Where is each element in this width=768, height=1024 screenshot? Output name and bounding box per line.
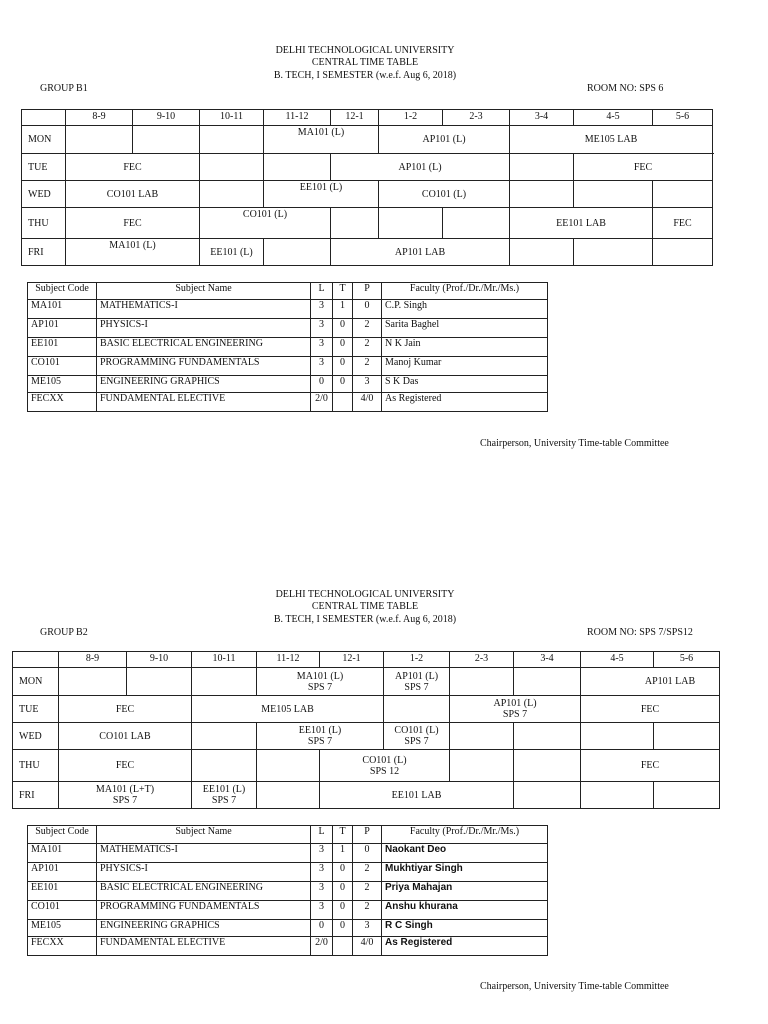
slot-header-row [22, 110, 713, 126]
slot-header: 1-2 [384, 652, 450, 668]
empty-cell [264, 154, 331, 181]
empty-cell [379, 208, 443, 239]
day-row-thu [22, 208, 713, 239]
class-cell: FEC [59, 750, 192, 782]
room-text: SPS 7 [404, 681, 429, 693]
subject-header-row [28, 283, 548, 300]
class-cell [384, 723, 450, 750]
subject-code: ME105 [28, 376, 97, 393]
subject-code: FECXX [28, 937, 97, 956]
empty-cell [450, 723, 514, 750]
semester-line: B. TECH, I SEMESTER (w.e.f. Aug 6, 2018) [273, 614, 457, 625]
faculty-name: R C Singh [382, 920, 548, 937]
subject-row [28, 920, 548, 937]
subject-name: ENGINEERING GRAPHICS [97, 920, 311, 937]
empty-cell [127, 668, 192, 696]
tutorial-hours [333, 937, 353, 956]
slot-header: 4-5 [574, 110, 653, 126]
empty-cell [653, 239, 713, 266]
class-cell: EE101 LAB [320, 782, 514, 809]
faculty-name: N K Jain [382, 338, 548, 357]
practical-hours: 0 [353, 844, 382, 863]
subject-row [28, 882, 548, 901]
tutorial-hours: 0 [333, 863, 353, 882]
class-cell [257, 668, 384, 696]
room-text: SPS 7 [307, 736, 333, 747]
slot-header: 2-3 [443, 110, 510, 126]
lecture-hours: 3 [311, 901, 333, 920]
subject-row [28, 357, 548, 376]
class-cell: ME105 LAB [192, 696, 384, 723]
practical-hours: 2 [353, 901, 382, 920]
table-title: CENTRAL TIME TABLE [311, 57, 419, 68]
subject-row [28, 393, 548, 412]
subject-table [27, 282, 548, 412]
empty-cell [264, 239, 331, 266]
faculty-name: Naokant Deo [382, 844, 548, 863]
tutorial-hours [333, 393, 353, 412]
subject-row [28, 844, 548, 863]
semester-line: B. TECH, I SEMESTER (w.e.f. Aug 6, 2018) [273, 70, 457, 81]
class-cell: CO101 LAB [59, 723, 192, 750]
empty-cell [192, 668, 257, 696]
slot-header: 1-2 [379, 110, 443, 126]
slot-header: 9-10 [133, 110, 200, 126]
practical-hours: 4/0 [353, 393, 382, 412]
faculty-name: Manoj Kumar [382, 357, 548, 376]
group-label: GROUP B1 [40, 83, 88, 94]
day-row-mon [22, 126, 713, 154]
tutorial-hours: 0 [333, 338, 353, 357]
subject-code: MA101 [28, 844, 97, 863]
practical-hours: 2 [353, 863, 382, 882]
room-text: SPS 7 [404, 736, 429, 747]
slot-header-row [13, 652, 720, 668]
empty-cell [654, 723, 720, 750]
empty-cell [653, 181, 713, 208]
faculty-name: As Registered [382, 393, 548, 412]
empty-cell [192, 750, 257, 782]
tutorial-hours: 0 [333, 357, 353, 376]
class-cell: EE101 (L) [264, 181, 379, 208]
slot-header: 5-6 [654, 652, 720, 668]
slot-header: 11-12 [264, 110, 331, 126]
empty-cell [581, 723, 654, 750]
header-cell: Faculty (Prof./Dr./Mr./Ms.) [382, 826, 548, 844]
day-row-thu [13, 750, 720, 782]
faculty-name: Priya Mahajan [382, 882, 548, 901]
empty-cell [450, 668, 514, 696]
tutorial-hours: 0 [333, 920, 353, 937]
practical-hours: 2 [353, 357, 382, 376]
empty-cell [510, 181, 574, 208]
lecture-hours: 3 [311, 319, 333, 338]
empty-cell [443, 208, 510, 239]
class-cell: AP101 LAB [581, 668, 720, 696]
class-cell [384, 668, 450, 696]
slot-header: 3-4 [514, 652, 581, 668]
empty-cell [257, 750, 320, 782]
empty-cell [384, 696, 450, 723]
subject-row [28, 376, 548, 393]
class-cell: FEC [59, 696, 192, 723]
faculty-name: As Registered [382, 937, 548, 956]
room-text: SPS 7 [112, 795, 138, 806]
practical-hours: 4/0 [353, 937, 382, 956]
header-cell: Subject Name [97, 283, 311, 300]
subject-code: AP101 [28, 863, 97, 882]
empty-cell [200, 181, 264, 208]
tutorial-hours: 0 [333, 882, 353, 901]
room-text: SPS 7 [502, 709, 528, 720]
empty-cell [450, 750, 514, 782]
subject-row [28, 901, 548, 920]
subject-text: AP101 (L) [493, 698, 537, 709]
day-label: MON [22, 126, 66, 154]
day-label: FRI [13, 782, 59, 809]
header-cell: L [311, 826, 333, 844]
slot-header: 9-10 [127, 652, 192, 668]
subject-name: PHYSICS-I [97, 319, 311, 338]
empty-cell [331, 208, 379, 239]
class-cell: MA101 (L) [66, 239, 200, 266]
empty-cell [514, 750, 581, 782]
lecture-hours: 3 [311, 863, 333, 882]
day-row-wed [13, 723, 720, 750]
class-cell [320, 750, 450, 782]
lecture-hours: 3 [311, 844, 333, 863]
table-title: CENTRAL TIME TABLE [311, 601, 419, 612]
subject-text: CO101 (L) [394, 725, 439, 736]
class-cell [59, 782, 192, 809]
header-cell: L [311, 283, 333, 300]
header-cell: P [353, 283, 382, 300]
subject-text: AP101 (L) [394, 670, 439, 682]
subject-name: PROGRAMMING FUNDAMENTALS [97, 901, 311, 920]
subject-name: BASIC ELECTRICAL ENGINEERING [97, 338, 311, 357]
faculty-name: Sarita Baghel [382, 319, 548, 338]
day-row-fri [13, 782, 720, 809]
slot-header: 11-12 [257, 652, 320, 668]
class-cell: AP101 (L) [331, 154, 510, 181]
subject-code: MA101 [28, 300, 97, 319]
class-cell: MA101 (L) [264, 126, 379, 154]
corner-cell [22, 110, 66, 126]
class-cell [257, 723, 384, 750]
header-cell: T [333, 283, 353, 300]
lecture-hours: 3 [311, 338, 333, 357]
empty-cell [514, 782, 581, 809]
timetable-grid [21, 109, 713, 266]
class-cell: ME105 LAB [510, 126, 713, 154]
class-cell: CO101 (L) [200, 208, 331, 239]
class-cell: FEC [581, 750, 720, 782]
slot-header: 2-3 [450, 652, 514, 668]
faculty-name: C.P. Singh [382, 300, 548, 319]
subject-name: MATHEMATICS-I [97, 844, 311, 863]
subject-code: CO101 [28, 357, 97, 376]
corner-cell [13, 652, 59, 668]
slot-header: 3-4 [510, 110, 574, 126]
empty-cell [654, 782, 720, 809]
empty-cell [133, 126, 200, 154]
slot-header: 4-5 [581, 652, 654, 668]
empty-cell [59, 668, 127, 696]
lecture-hours: 0 [311, 376, 333, 393]
slot-header: 8-9 [59, 652, 127, 668]
subject-name: PHYSICS-I [97, 863, 311, 882]
room-label: ROOM NO: SPS 7/SPS12 [587, 627, 693, 638]
practical-hours: 2 [353, 882, 382, 901]
slot-header: 10-11 [192, 652, 257, 668]
subject-row [28, 863, 548, 882]
room-text: SPS 7 [307, 681, 333, 693]
day-label: THU [22, 208, 66, 239]
timetable-grid [12, 651, 720, 809]
subject-name: ENGINEERING GRAPHICS [97, 376, 311, 393]
faculty-name: Anshu khurana [382, 901, 548, 920]
subject-text: MA101 (L+T) [95, 784, 155, 795]
empty-cell [510, 239, 574, 266]
class-cell: CO101 LAB [66, 181, 200, 208]
empty-cell [192, 723, 257, 750]
subject-header-row [28, 826, 548, 844]
group-label: GROUP B2 [40, 627, 88, 638]
lecture-hours: 3 [311, 882, 333, 901]
tutorial-hours: 1 [333, 844, 353, 863]
practical-hours: 2 [353, 338, 382, 357]
empty-cell [200, 126, 264, 154]
subject-code: ME105 [28, 920, 97, 937]
class-cell: FEC [574, 154, 713, 181]
day-row-tue [22, 154, 713, 181]
subject-code: AP101 [28, 319, 97, 338]
day-label: WED [13, 723, 59, 750]
subject-name: FUNDAMENTAL ELECTIVE [97, 393, 311, 412]
practical-hours: 2 [353, 319, 382, 338]
class-cell: AP101 LAB [331, 239, 510, 266]
slot-header: 10-11 [200, 110, 264, 126]
day-label: MON [13, 668, 59, 696]
room-label: ROOM NO: SPS 6 [587, 83, 664, 94]
tutorial-hours: 1 [333, 300, 353, 319]
subject-row [28, 937, 548, 956]
subject-text: EE101 (L) [202, 784, 246, 795]
header-cell: Subject Code [28, 283, 97, 300]
slot-header: 12-1 [331, 110, 379, 126]
practical-hours: 3 [353, 920, 382, 937]
empty-cell [257, 782, 320, 809]
faculty-name: Mukhtiyar Singh [382, 863, 548, 882]
subject-table [27, 825, 548, 956]
university-name: DELHI TECHNOLOGICAL UNIVERSITY [275, 589, 455, 600]
subject-text: CO101 (L) [362, 754, 407, 766]
class-cell [192, 782, 257, 809]
subject-code: EE101 [28, 338, 97, 357]
class-cell: FEC [66, 208, 200, 239]
subject-text: EE101 (L) [298, 725, 342, 736]
day-row-mon [13, 668, 720, 696]
faculty-name: S K Das [382, 376, 548, 393]
subject-code: CO101 [28, 901, 97, 920]
room-text: SPS 7 [211, 795, 237, 806]
day-row-fri [22, 239, 713, 266]
subject-name: MATHEMATICS-I [97, 300, 311, 319]
class-cell: EE101 LAB [510, 208, 653, 239]
subject-name: PROGRAMMING FUNDAMENTALS [97, 357, 311, 376]
subject-code: EE101 [28, 882, 97, 901]
lecture-hours: 2/0 [311, 393, 333, 412]
class-cell: FEC [581, 696, 720, 723]
lecture-hours: 3 [311, 300, 333, 319]
empty-cell [581, 782, 654, 809]
empty-cell [200, 154, 264, 181]
lecture-hours: 3 [311, 357, 333, 376]
empty-cell [514, 668, 581, 696]
class-cell: AP101 (L) [379, 126, 510, 154]
room-text: SPS 12 [369, 765, 400, 777]
subject-row [28, 300, 548, 319]
header-cell: T [333, 826, 353, 844]
lecture-hours: 2/0 [311, 937, 333, 956]
empty-cell [514, 723, 581, 750]
class-cell: FEC [653, 208, 713, 239]
slot-header: 12-1 [320, 652, 384, 668]
day-label: FRI [22, 239, 66, 266]
header-cell: Subject Code [28, 826, 97, 844]
class-cell: EE101 (L) [200, 239, 264, 266]
day-label: THU [13, 750, 59, 782]
tutorial-hours: 0 [333, 376, 353, 393]
day-label: TUE [22, 154, 66, 181]
class-cell: CO101 (L) [379, 181, 510, 208]
lecture-hours: 0 [311, 920, 333, 937]
subject-name: BASIC ELECTRICAL ENGINEERING [97, 882, 311, 901]
university-name: DELHI TECHNOLOGICAL UNIVERSITY [275, 45, 455, 56]
empty-cell [574, 239, 653, 266]
subject-row [28, 338, 548, 357]
class-cell [450, 696, 581, 723]
day-label: WED [22, 181, 66, 208]
header-cell: Subject Name [97, 826, 311, 844]
empty-cell [574, 181, 653, 208]
signature-line: Chairperson, University Time-table Committee [480, 438, 669, 449]
day-row-wed [22, 181, 713, 208]
slot-header: 5-6 [653, 110, 713, 126]
empty-cell [66, 126, 133, 154]
tutorial-hours: 0 [333, 319, 353, 338]
signature-line: Chairperson, University Time-table Committee [480, 981, 669, 992]
day-label: TUE [13, 696, 59, 723]
subject-code: FECXX [28, 393, 97, 412]
header-cell: Faculty (Prof./Dr./Mr./Ms.) [382, 283, 548, 300]
subject-row [28, 319, 548, 338]
subject-text: MA101 (L) [296, 670, 344, 682]
practical-hours: 0 [353, 300, 382, 319]
subject-name: FUNDAMENTAL ELECTIVE [97, 937, 311, 956]
empty-cell [510, 154, 574, 181]
class-cell: FEC [66, 154, 200, 181]
header-cell: P [353, 826, 382, 844]
slot-header: 8-9 [66, 110, 133, 126]
tutorial-hours: 0 [333, 901, 353, 920]
practical-hours: 3 [353, 376, 382, 393]
day-row-tue [13, 696, 720, 723]
